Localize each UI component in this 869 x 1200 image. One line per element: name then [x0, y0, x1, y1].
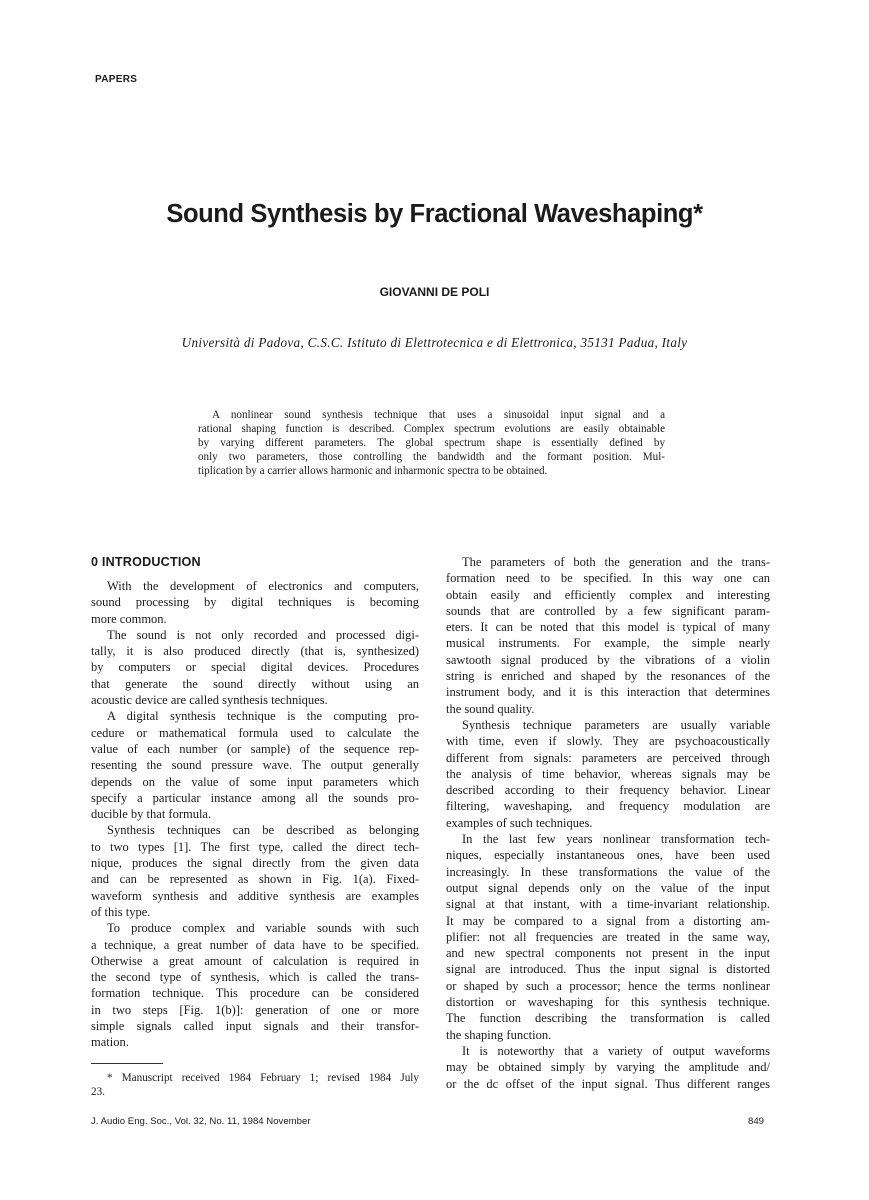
footnote-divider: [91, 1063, 163, 1064]
text-line: mation.: [91, 1035, 129, 1050]
text-line: acoustic device are called synthesis techniques.: [91, 693, 328, 708]
text-line: output signal depends only on the value of the input: [446, 880, 770, 895]
text-line: the shaping function.: [446, 1027, 552, 1042]
journal-citation: J. Audio Eng. Soc., Vol. 32, No. 11, 1984 November: [91, 1116, 311, 1127]
abstract-line: only two parameters, those controlling the bandwidth and the formant position. Mul-: [198, 450, 665, 463]
text-line: string is enriched and shaped by the resonances of the: [446, 669, 770, 684]
text-line: It is noteworthy that a variety of output waveforms: [462, 1043, 770, 1058]
text-line: In the last few years nonlinear transformation tech-: [462, 832, 770, 847]
text-line: The sound is not only recorded and processed digi-: [107, 627, 419, 642]
text-line: waveform synthesis and additive synthesis are examples: [91, 888, 419, 903]
text-line: nique, produces the signal directly from the given data: [91, 856, 419, 871]
text-line: examples of such techniques.: [446, 815, 593, 830]
text-line: of this type.: [91, 904, 151, 919]
left-column-body: [91, 578, 419, 1051]
text-line: different from signals: parameters are perceived through: [446, 750, 770, 765]
text-line: It may be compared to a signal from a distorting am-: [446, 913, 770, 928]
text-line: described according to their frequency behavior. Linear: [446, 783, 770, 798]
text-line: the second type of synthesis, which is called the trans-: [91, 970, 419, 985]
text-line: Synthesis techniques can be described as belonging: [107, 823, 419, 838]
text-line: to two types [1]. The first type, called the direct tech-: [91, 839, 419, 854]
text-line: with time, even if slowly. They are psychoacoustically: [446, 734, 770, 749]
text-line: A digital synthesis technique is the computing pro-: [107, 709, 419, 724]
author-affiliation: Università di Padova, C.S.C. Istituto di Elettrotecnica e di Elettronica, 35131 Padua, Italy: [181, 335, 688, 350]
text-line: The parameters of both the generation and the trans-: [462, 555, 770, 569]
abstract-line: rational shaping function is described. Complex spectrum evolutions are easily obtainable: [198, 422, 665, 435]
text-line: resenting the sound pressure wave. The output generally: [91, 758, 419, 773]
text-line: ducible by that formula.: [91, 807, 212, 822]
right-column: [446, 554, 770, 1092]
page-number: 849: [748, 1116, 765, 1127]
text-line: sounds that are controlled by a few significant param-: [446, 603, 770, 618]
text-line: signal at that instant, with a time-invariant relationship.: [446, 897, 770, 912]
text-line: formation technique. This procedure can be considered: [91, 986, 419, 1001]
text-line: in two steps [Fig. 1(b)]: generation of one or more: [91, 1002, 419, 1017]
text-line: the analysis of time behavior, whereas signals may be: [446, 766, 770, 781]
text-line: filtering, waveshaping, and frequency modulation are: [446, 799, 770, 814]
text-line: instrument body, and it is this interaction that determines: [446, 685, 770, 700]
text-line: a technique, a great number of data have to be specified.: [91, 937, 419, 952]
text-line: depends on the value of some input parameters which: [91, 774, 419, 789]
text-line: or shaped by such a processor; hence the terms nonlinear: [446, 978, 770, 993]
author-name: GIOVANNI DE POLI: [379, 285, 490, 299]
footnote-line: * Manuscript received 1984 February 1; revised 1984 July: [107, 1072, 419, 1084]
footnote: [91, 1071, 419, 1100]
text-line: signal are introduced. Thus the input signal is distorted: [446, 962, 770, 977]
text-line: and new spectral components not present in the input: [446, 946, 770, 961]
abstract: [198, 409, 665, 479]
abstract-line: A nonlinear sound synthesis technique that uses a sinusoidal input signal and a: [212, 409, 665, 421]
abstract-line: by varying different parameters. The global spectrum shape is essentially defined by: [198, 436, 665, 449]
text-line: may be obtained simply by varying the amplitude and/: [446, 1060, 770, 1075]
text-line: sawtooth signal produced by the vibrations of a violin: [446, 652, 770, 667]
text-line: Synthesis technique parameters are usually variable: [462, 717, 770, 732]
text-line: plifier: not all frequencies are treated in the same way,: [446, 929, 770, 944]
text-line: With the development of electronics and computers,: [107, 579, 419, 593]
text-line: To produce complex and variable sounds with such: [107, 921, 419, 936]
text-line: by computers or special digital devices. Procedures: [91, 660, 419, 675]
left-column: [91, 554, 419, 1051]
text-line: value of each number (or sample) of the sequence rep-: [91, 741, 419, 756]
text-line: tally, it is also produced directly (that is, synthesized): [91, 644, 419, 659]
footnote-line: 23.: [91, 1086, 105, 1099]
text-line: and can be represented as shown in Fig. 1(a). Fixed-: [91, 872, 419, 887]
text-line: formation need to be specified. In this way one can: [446, 571, 770, 586]
text-line: simple signals called input signals and their transfor-: [91, 1019, 419, 1034]
text-line: increasingly. In these transformations the value of the: [446, 864, 770, 879]
text-line: that generate the sound directly without using an: [91, 676, 419, 691]
text-line: sound processing by digital techniques is becoming: [91, 595, 419, 610]
text-line: obtain easily and efficiently complex and interesting: [446, 587, 770, 602]
text-line: specify a particular instance among all the sounds pro-: [91, 790, 419, 805]
text-line: distortion or waveshaping for this synthesis technique.: [446, 995, 770, 1010]
paper-title: Sound Synthesis by Fractional Waveshaping*: [166, 200, 703, 228]
running-head: PAPERS: [95, 74, 138, 85]
text-line: musical instruments. For example, the simple nearly: [446, 636, 770, 651]
section-heading: 0 INTRODUCTION: [91, 555, 201, 569]
text-line: the sound quality.: [446, 701, 535, 716]
text-line: eters. It can be noted that this model is typical of many: [446, 620, 770, 635]
text-line: or the dc offset of the input signal. Thus different ranges: [446, 1076, 770, 1091]
abstract-line: tiplication by a carrier allows harmonic and inharmonic spectra to be obtained.: [198, 464, 548, 477]
text-line: niques, especially instantaneous ones, have been used: [446, 848, 770, 863]
text-line: The function describing the transformation is called: [446, 1011, 770, 1026]
text-line: Otherwise a great amount of calculation is required in: [91, 953, 419, 968]
text-line: more common.: [91, 611, 167, 626]
text-line: cedure or mathematical formula used to calculate the: [91, 725, 419, 740]
